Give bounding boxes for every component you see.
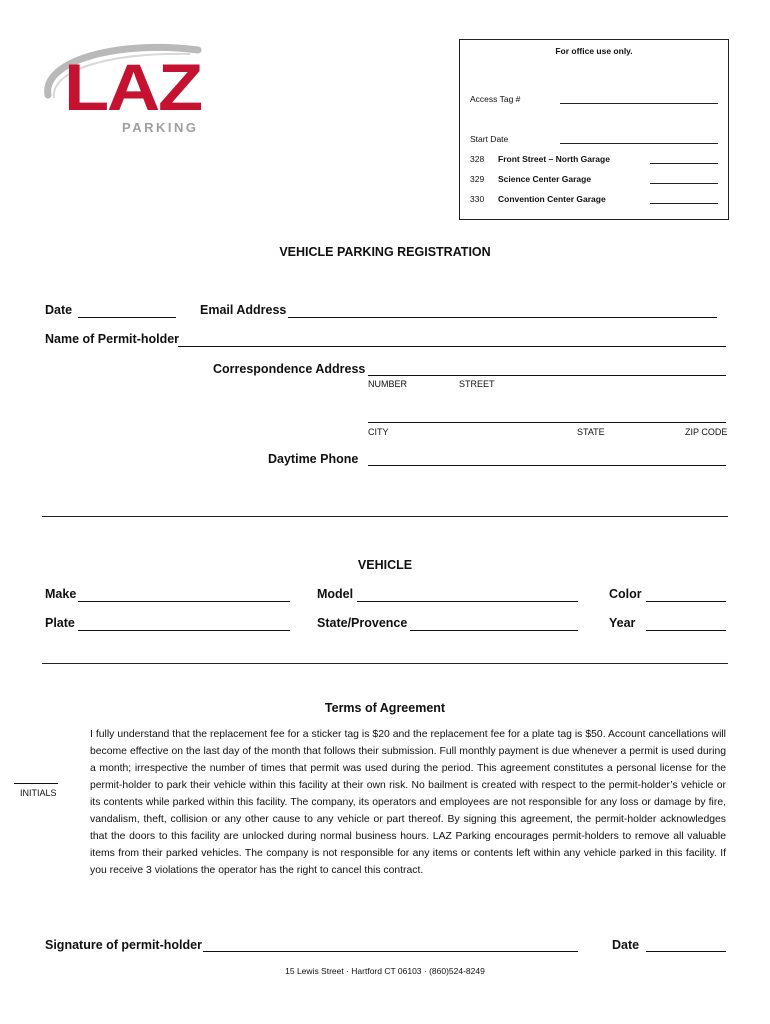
email-field[interactable]: [288, 317, 717, 318]
footer-address: 15 Lewis Street · Hartford CT 06103 · (860)524-8249: [285, 966, 485, 976]
garage-code: 330: [470, 194, 485, 204]
section-divider: [42, 516, 728, 517]
garage-field[interactable]: [650, 183, 718, 184]
form-title: VEHICLE PARKING REGISTRATION: [279, 245, 491, 259]
access-tag-label: Access Tag #: [470, 94, 521, 104]
make-field[interactable]: [78, 601, 290, 602]
daytime-phone-field[interactable]: [368, 465, 726, 466]
date-field[interactable]: [78, 317, 176, 318]
office-use-box: [459, 39, 729, 220]
initials-field[interactable]: [14, 783, 58, 784]
email-label: Email Address: [200, 303, 287, 317]
street-caption: STREET: [459, 379, 495, 389]
year-label: Year: [609, 616, 636, 630]
color-label: Color: [609, 587, 642, 601]
start-date-field[interactable]: [560, 143, 718, 144]
state-caption: STATE: [577, 427, 605, 437]
make-label: Make: [45, 587, 77, 601]
garage-name: Convention Center Garage: [498, 194, 606, 204]
laz-parking-logo: [40, 40, 230, 140]
garage-name: Front Street – North Garage: [498, 154, 610, 164]
state-province-field[interactable]: [410, 630, 578, 631]
address-city-field[interactable]: [368, 422, 726, 423]
permit-holder-name-label: Name of Permit-holder: [45, 332, 180, 346]
garage-code: 328: [470, 154, 485, 164]
garage-name: Science Center Garage: [498, 174, 592, 184]
section-divider: [42, 663, 728, 664]
daytime-phone-label: Daytime Phone: [268, 452, 359, 466]
model-field[interactable]: [357, 601, 578, 602]
logo-sub-text: PARKING: [122, 120, 199, 135]
color-field[interactable]: [646, 601, 726, 602]
garage-code: 329: [470, 174, 485, 184]
terms-title: Terms of Agreement: [324, 701, 446, 715]
address-street-field[interactable]: [368, 375, 726, 376]
access-tag-field[interactable]: [560, 103, 718, 104]
signature-field[interactable]: [203, 951, 578, 952]
office-title: For office use only.: [555, 46, 633, 56]
vehicle-title: VEHICLE: [357, 558, 413, 572]
city-caption: CITY: [368, 427, 389, 437]
permit-holder-name-field[interactable]: [178, 346, 726, 347]
zip-caption: ZIP CODE: [685, 427, 728, 437]
number-caption: NUMBER: [368, 379, 408, 389]
date-label: Date: [45, 303, 73, 317]
year-field[interactable]: [646, 630, 726, 631]
start-date-label: Start Date: [470, 134, 509, 144]
state-province-label: State/Provence: [317, 616, 408, 630]
model-label: Model: [317, 587, 354, 601]
garage-field[interactable]: [650, 203, 718, 204]
plate-label: Plate: [45, 616, 75, 630]
logo-main-text: LAZ: [64, 50, 201, 124]
garage-field[interactable]: [650, 163, 718, 164]
terms-text: I fully understand that the replacement fee for a sticker tag is $20 and the replacement fee for a plate tag is $50. Account cancellations will become effective on the last day of the month that follows their submission. Full monthly payment is due whenever a permit is used during a month; irrespective the number of times that permit was used during the period. This agreement constitutes a personal license for the permit-holder to park their vehicle within this facility at their own risk. No bailment is created with respect to the permit-holder’s vehicle or its contents while parked within this facility. The company, its operators and employees are not responsible for any loss or damage by fire, vandalism, theft, collision or any other cause to any vehicle or part thereof. By signing this agreement, the permit-holder acknowledges that the doors to this facility are unlocked during normal business hours. LAZ Parking encourages permit-holders to remove all valuable items from their parked vehicles. The company is not responsible for any items or contents left within any vehicle parked in this facility. If you receive 3 violations the operator has the right to cancel this contract.: [90, 729, 726, 876]
signature-label: Signature of permit-holder: [45, 938, 202, 952]
signature-date-label: Date: [612, 938, 640, 952]
correspondence-address-label: Correspondence Address: [213, 362, 366, 376]
plate-field[interactable]: [78, 630, 290, 631]
signature-date-field[interactable]: [646, 951, 726, 952]
initials-caption: INITIALS: [20, 788, 57, 798]
